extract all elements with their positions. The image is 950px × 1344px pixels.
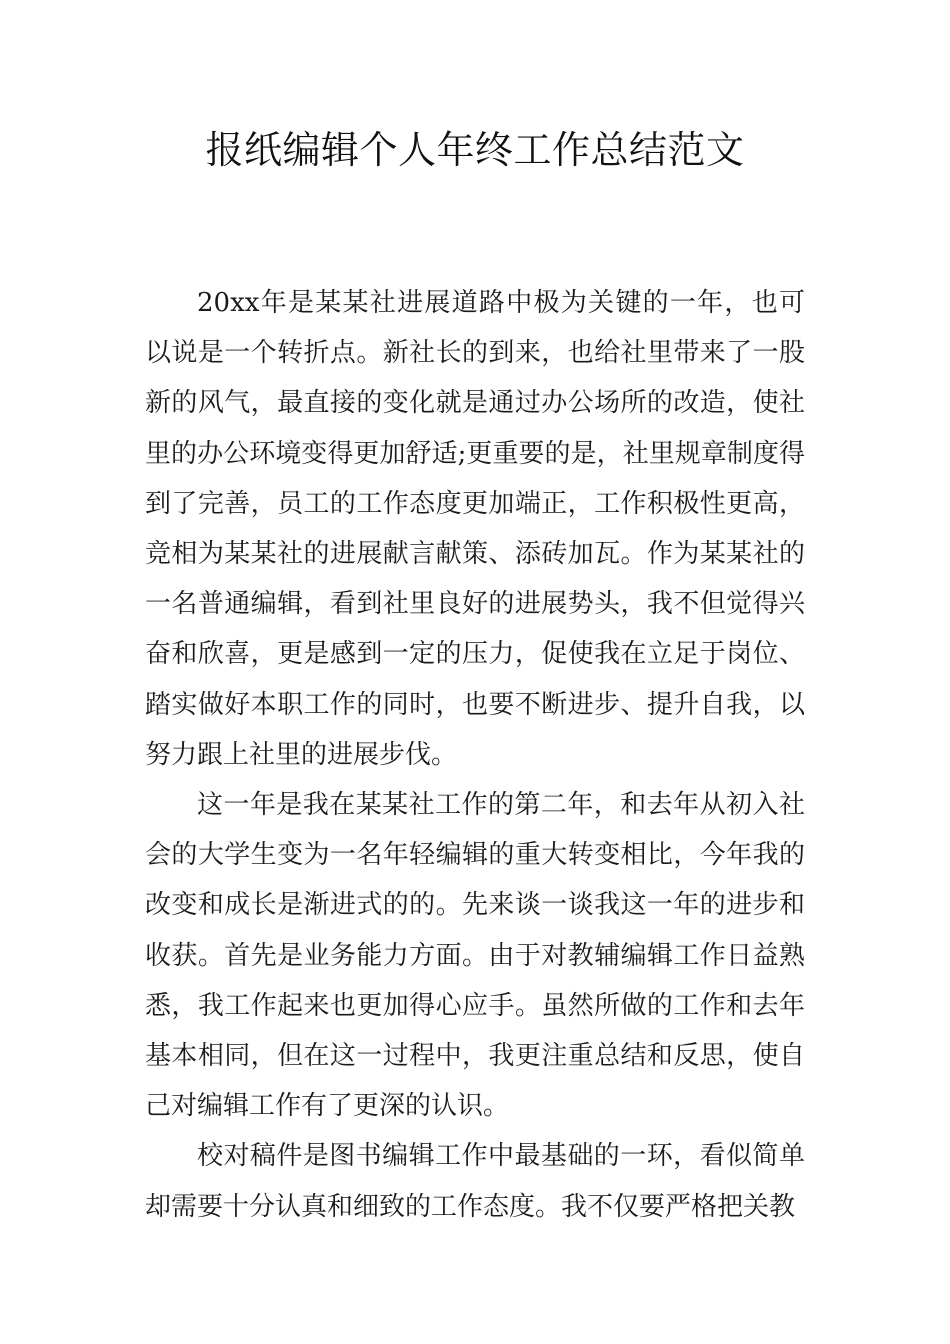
paragraph: 20xx年是某某社进展道路中极为关键的一年，也可以说是一个转折点。新社长的到来，也给社里带来了一股新的风气，最直接的变化就是通过办公场所的改造，使社里的办公环境变得更加舒适;更重要的是，社里规章制度得到了完善，员工的工作态度更加端正，工作积极性更高，竞相为某某社的进展献言献策、添砖加瓦。作为某某社的一名普通编辑，看到社里良好的进展势头，我不但觉得兴奋和欣喜，更是感到一定的压力，促使我在立足于岗位、踏实做好本职工作的同时，也要不断进步、提升自我，以努力跟上社里的进展步伐。 (145, 288, 805, 770)
paragraph: 校对稿件是图书编辑工作中最基础的一环，看似简单却需要十分认真和细致的工作态度。我不仅要严格把关教 (145, 1141, 805, 1222)
document-title: 报纸编辑个人年终工作总结范文 (205, 128, 745, 172)
paragraph: 这一年是我在某某社工作的第二年，和去年从初入社会的大学生变为一名年轻编辑的重大转变相比，今年我的改变和成长是渐进式的的。先来谈一谈我这一年的进步和收获。首先是业务能力方面。由于对教辅编辑工作日益熟悉，我工作起来也更加得心应手。虽然所做的工作和去年基本相同，但在这一过程中，我更注重总结和反思，使自己对编辑工作有了更深的认识。 (145, 790, 805, 1122)
document-body (145, 278, 805, 1232)
